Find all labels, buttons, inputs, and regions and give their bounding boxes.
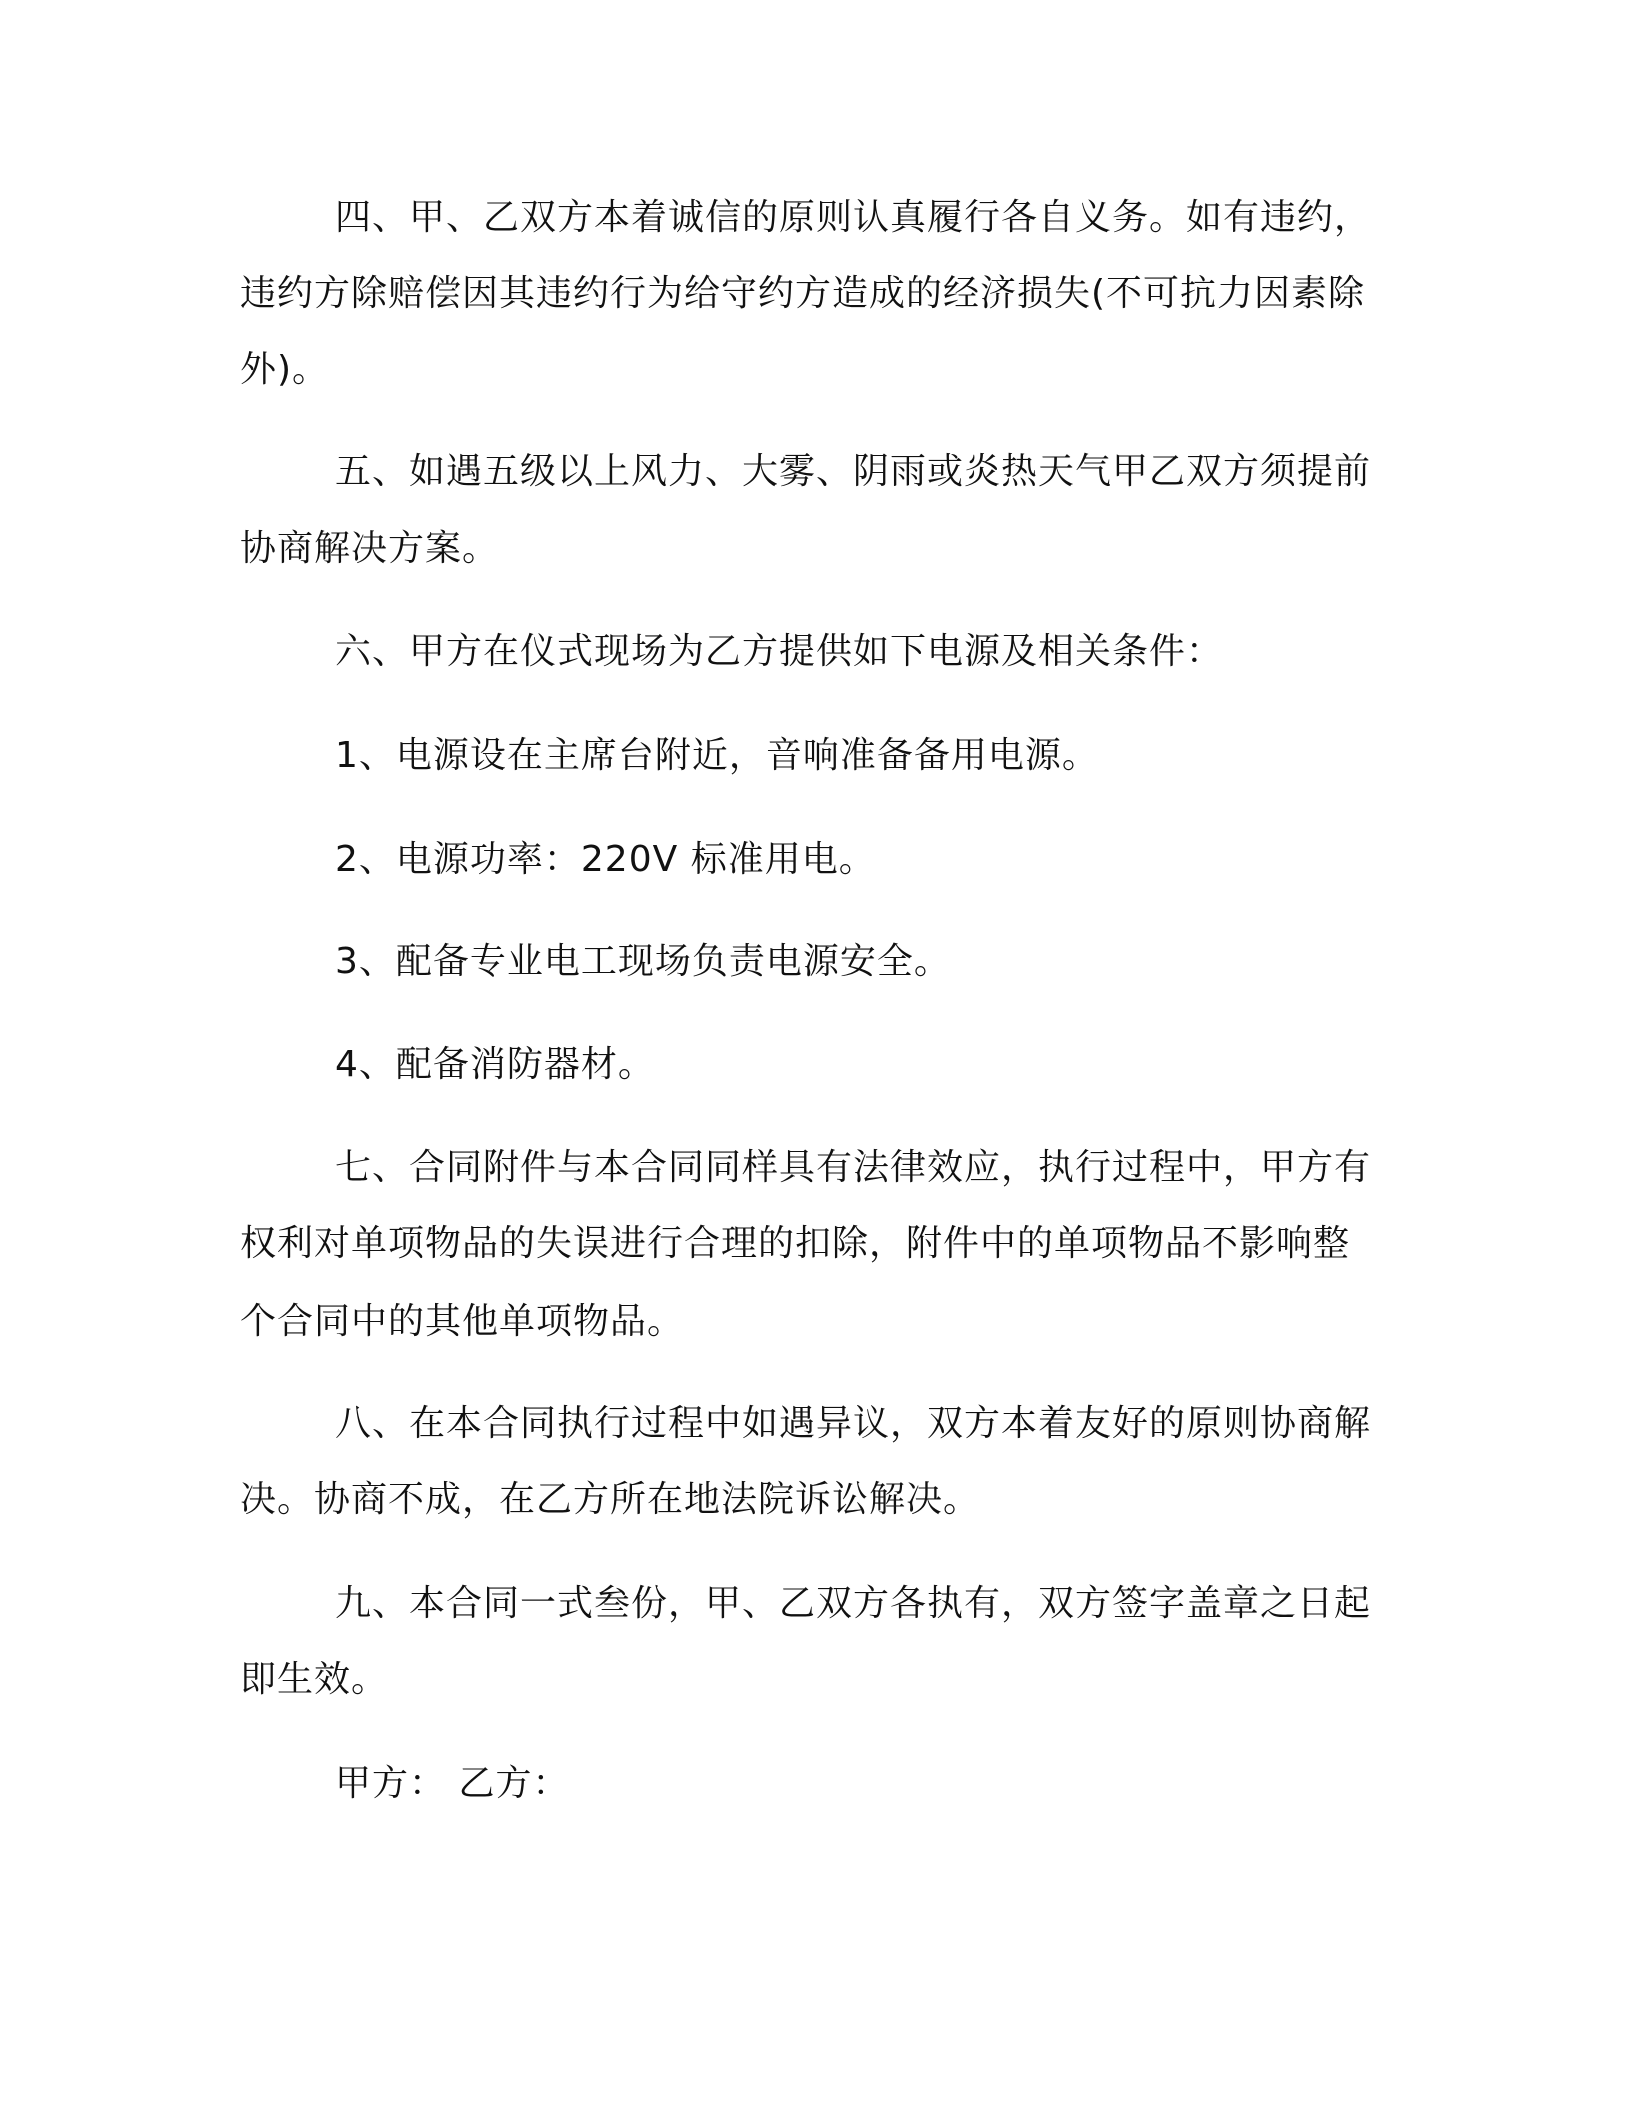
paragraph-9-line-2: 即生效。 bbox=[240, 1659, 389, 1700]
paragraph-6-line-1: 六、甲方在仪式现场为乙方提供如下电源及相关条件： bbox=[335, 631, 1224, 672]
signature-line: 甲方： 乙方： bbox=[335, 1763, 570, 1804]
paragraph-4-line-1: 四、甲、乙双方本着诚信的原则认真履行各自义务。如有违约， bbox=[335, 197, 1372, 238]
paragraph-5-line-2: 协商解决方案。 bbox=[240, 528, 500, 569]
paragraph-7-line-3: 个合同中的其他单项物品。 bbox=[240, 1301, 685, 1342]
paragraph-4-line-3: 外)。 bbox=[240, 349, 330, 390]
item-4: 4、配备消防器材。 bbox=[335, 1044, 655, 1085]
paragraph-5-line-1: 五、如遇五级以上风力、大雾、阴雨或炎热天气甲乙双方须提前 bbox=[335, 451, 1372, 492]
paragraph-7-line-2: 权利对单项物品的失误进行合理的扣除，附件中的单项物品不影响整 bbox=[240, 1223, 1351, 1264]
paragraph-8-line-2: 决。协商不成，在乙方所在地法院诉讼解决。 bbox=[240, 1479, 981, 1520]
paragraph-4-line-2: 违约方除赔偿因其违约行为给守约方造成的经济损失(不可抗力因素除 bbox=[240, 273, 1366, 314]
item-1: 1、电源设在主席台附近，音响准备备用电源。 bbox=[335, 735, 1099, 776]
item-3: 3、配备专业电工现场负责电源安全。 bbox=[335, 941, 951, 982]
paragraph-8-line-1: 八、在本合同执行过程中如遇异议，双方本着友好的原则协商解 bbox=[335, 1403, 1372, 1444]
paragraph-9-line-1: 九、本合同一式叁份，甲、乙双方各执有，双方签字盖章之日起 bbox=[335, 1583, 1372, 1624]
paragraph-7-line-1: 七、合同附件与本合同同样具有法律效应，执行过程中，甲方有 bbox=[335, 1147, 1372, 1188]
item-2: 2、电源功率：220V 标准用电。 bbox=[335, 839, 876, 880]
